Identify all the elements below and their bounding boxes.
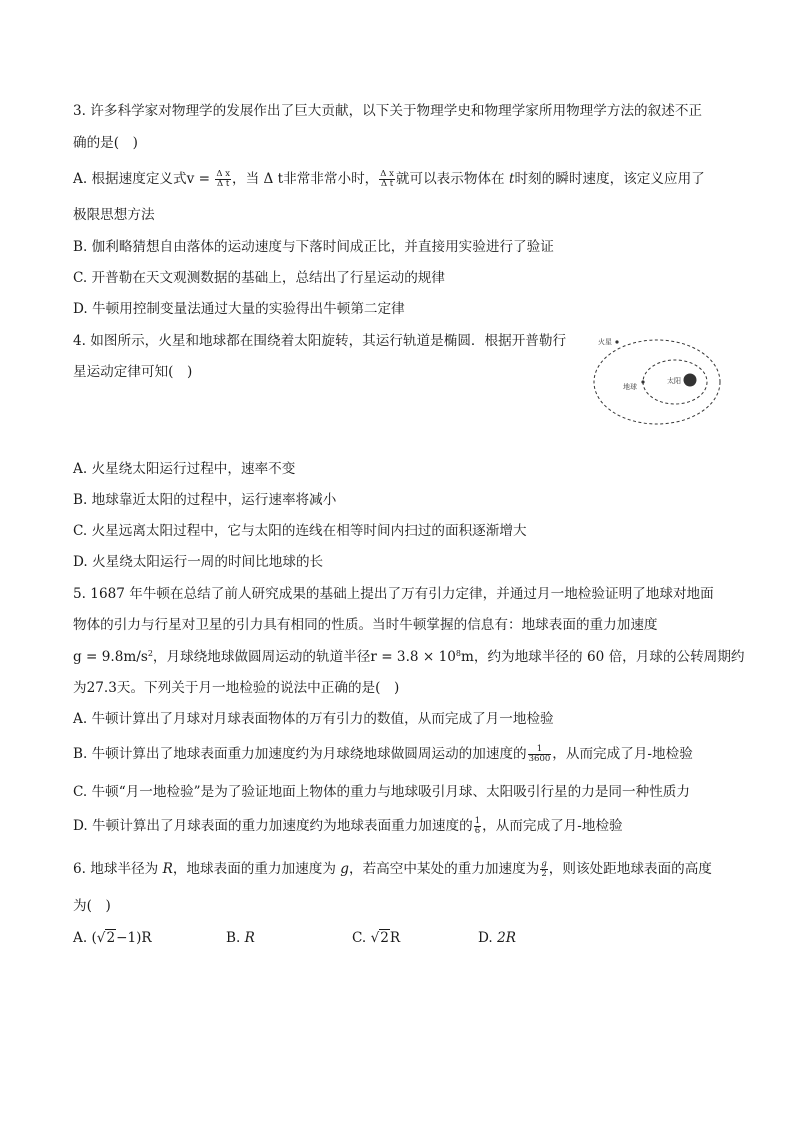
q6-option-b — [226, 928, 255, 948]
q5-d-post: ，从而完成了月-地检验 — [482, 818, 623, 834]
q6-a-tail: −1)R — [116, 930, 152, 946]
q5-r-value: r = 3.8 × 10 — [370, 649, 456, 665]
q6-stem-mid2: ，若高空中某处的重力加速度为 — [349, 861, 540, 877]
q3-a-prefix: A. 根据速度定义式 — [73, 171, 187, 187]
q5-option-a: A. 牛顿计算出了月球对月球表面物体的万有引力的数值，从而完成了月一地检验 — [73, 711, 554, 727]
q3-a-t: t — [508, 171, 515, 187]
q6-stem-post: ，则该处距地球表面的高度 — [548, 861, 712, 877]
q6-frac-den: 2 — [541, 869, 547, 879]
mars-dot — [615, 340, 618, 343]
q3-a-v: v = — [186, 171, 211, 187]
q5-b-frac-den: 3600 — [528, 754, 551, 764]
q6-c-label: C. — [352, 930, 367, 946]
q4-option-a: A. 火星绕太阳运行过程中，速率不变 — [73, 461, 296, 477]
sqrt-icon: √ — [370, 930, 380, 946]
q5-g-exponent: 2 — [147, 649, 153, 658]
q5-stem: 5. 1687 年牛顿在总结了前人研究成果的基础上提出了万有引力定律，并通过月一地检验证明了地球对地面 — [73, 586, 714, 602]
q5-b-pre: B. 牛顿计算出了地球表面重力加速度约为月球绕地球做圆周运动的加速度的 — [73, 746, 527, 762]
q5-d-frac-num: 1 — [474, 816, 481, 826]
mars-label: 火星 — [598, 338, 612, 346]
q6-stem — [73, 859, 724, 879]
q3-a-tail: 时刻的瞬时速度，该定义应用了 — [514, 171, 705, 187]
q5-b-frac-num: 1 — [528, 745, 552, 755]
mars-orbit — [594, 340, 720, 424]
q5-d-fraction — [474, 817, 481, 836]
q3-a-fraction — [215, 170, 231, 189]
q6-a-label: A. ( — [73, 930, 97, 946]
q4-stem: 4. 如图所示，火星和地球都在围绕着太阳旋转，其运行轨道是椭圆．根据开普勒行 — [73, 333, 567, 349]
q5-d-frac-den: 6 — [474, 826, 481, 836]
q5-line3-tail: ，约为地球半径的 60 倍，月球的公转周期约 — [473, 649, 745, 665]
q5-option-b — [73, 744, 724, 764]
sun-label: 太阳 — [667, 377, 681, 385]
q3-a-mid1: ，当 Δ t非常非常小时， — [232, 171, 379, 187]
earth-label: 地球 — [623, 383, 637, 391]
q5-g-value: g = 9.8m/s — [73, 649, 148, 665]
q5-option-c: C. 牛顿“月一地检验”是为了验证地面上物体的重力与地球吸引月球、太阳吸引行星的力是同一种性质力 — [73, 784, 690, 800]
q6-stem-g: g — [340, 861, 349, 877]
q5-d-pre: D. 牛顿计算出了月球表面的重力加速度约为地球表面重力加速度的 — [73, 818, 473, 834]
q5-line3-mid: ，月球绕地球做圆周运动的轨道半径 — [152, 649, 371, 665]
q3-a-mid2: 就可以表示物体在 — [395, 171, 505, 187]
q5-stem-line3 — [73, 647, 745, 667]
q6-stem-R: R — [162, 861, 173, 877]
q3-a-fraction-2 — [379, 170, 395, 189]
q6-c-tail: R — [389, 930, 401, 946]
q6-b-label: B. — [226, 930, 241, 946]
q3-a-frac-den: Δ t — [217, 179, 230, 189]
q6-stem-cont: 为( ) — [73, 898, 111, 914]
q6-a-root: 2 — [106, 930, 116, 946]
q5-r-exponent: 8 — [455, 649, 461, 658]
q6-d-label: D. — [478, 930, 493, 946]
q4-option-d: D. 火星绕太阳运行一周的时间比地球的长 — [73, 554, 324, 570]
q5-stem-cont: 物体的引力与行星对卫星的引力具有相同的性质。当时牛顿掌握的信息有：地球表面的重力加速度 — [73, 617, 658, 633]
q6-option-a — [73, 928, 152, 948]
q5-stem-line4: 为27.3天。下列关于月一地检验的说法中正确的是( ) — [73, 680, 400, 696]
q3-option-a-cont: 极限思想方法 — [73, 207, 155, 223]
q6-stem-mid1: ，地球表面的重力加速度为 — [172, 861, 336, 877]
q6-stem-pre: 6. 地球半径为 — [73, 861, 159, 877]
q4-option-b: B. 地球靠近太阳的过程中，运行速率将减小 — [73, 492, 337, 508]
q6-option-c — [352, 928, 400, 948]
q6-option-d — [478, 928, 516, 948]
q5-b-fraction — [528, 745, 552, 764]
q3-a-frac2-den: Δ t — [380, 179, 394, 189]
q3-a-frac-num: Δ x — [216, 169, 230, 179]
q6-d-val: 2R — [497, 930, 516, 946]
q3-option-d: D. 牛顿用控制变量法通过大量的实验得出牛顿第二定律 — [73, 301, 405, 317]
earth-dot — [641, 380, 644, 383]
q3-option-c: C. 开普勒在天文观测数据的基础上，总结出了行星运动的规律 — [73, 270, 445, 286]
q3-option-a — [73, 169, 724, 189]
q5-r-unit: m — [460, 649, 474, 665]
orbit-figure — [592, 330, 732, 432]
sqrt-icon: √ — [96, 930, 106, 946]
q3-a-frac2-num: Δ x — [380, 169, 394, 179]
q3-option-b: B. 伽利略猜想自由落体的运动速度与下落时间成正比，并直接用实验进行了验证 — [73, 239, 554, 255]
q4-option-c: C. 火星远离太阳过程中，它与太阳的连线在相等时间内扫过的面积逐渐增大 — [73, 523, 527, 539]
q4-stem-cont: 星运动定律可知( ) — [73, 364, 193, 380]
q6-b-val: R — [244, 930, 255, 946]
sun-icon — [684, 374, 697, 387]
q3-stem-cont: 确的是( ) — [73, 135, 138, 151]
q3-stem: 3. 许多科学家对物理学的发展作出了巨大贡献，以下关于物理学史和物理学家所用物理学方法的叙述不正 — [73, 103, 703, 119]
q6-frac-num: g — [541, 859, 547, 869]
q5-option-d — [73, 816, 724, 836]
q6-c-root: 2 — [380, 930, 389, 946]
q5-b-post: ，从而完成了月-地检验 — [552, 746, 693, 762]
q6-fraction — [540, 860, 547, 879]
